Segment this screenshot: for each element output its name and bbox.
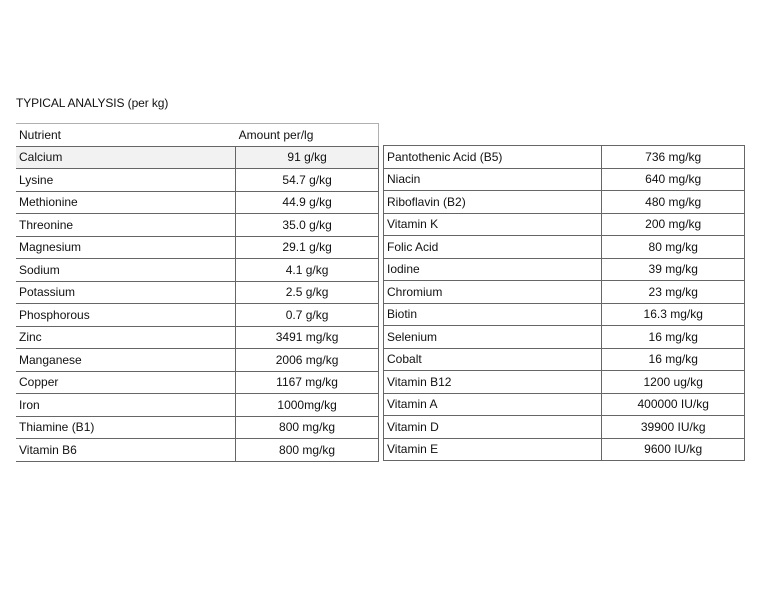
nutrient-amount-cell: 800 mg/kg: [236, 416, 379, 439]
table-row: [384, 168, 745, 191]
nutrient-amount-cell: 91 g/kg: [236, 146, 379, 169]
nutrient-name-cell: Riboflavin (B2): [384, 191, 602, 214]
table-row: [16, 416, 379, 439]
table-row: [384, 191, 745, 214]
nutrient-name-cell: Cobalt: [384, 348, 602, 371]
table-row: [16, 326, 379, 349]
nutrient-amount-cell: 400000 IU/kg: [602, 393, 745, 416]
table-row: [16, 191, 379, 214]
nutrient-amount-cell: 39900 IU/kg: [602, 416, 745, 439]
nutrient-amount-cell: 44.9 g/kg: [236, 191, 379, 214]
nutrient-table-right: [383, 145, 745, 461]
nutrient-name-cell: Threonine: [16, 214, 236, 237]
table-row: [16, 169, 379, 192]
nutrient-amount-cell: 1200 ug/kg: [602, 371, 745, 394]
nutrient-amount-cell: 1167 mg/kg: [236, 371, 379, 394]
nutrient-name-cell: Vitamin D: [384, 416, 602, 439]
table-row: [384, 416, 745, 439]
nutrient-amount-cell: 736 mg/kg: [602, 146, 745, 169]
nutrient-name-cell: Biotin: [384, 303, 602, 326]
table-row: [384, 438, 745, 461]
table-row: [384, 213, 745, 236]
table-row: [384, 326, 745, 349]
right-table-body: [384, 146, 745, 461]
nutrient-name-cell: Sodium: [16, 259, 236, 282]
nutrient-amount-cell: 23 mg/kg: [602, 281, 745, 304]
table-row: [384, 348, 745, 371]
table-row: [16, 439, 379, 462]
nutrient-name-cell: Manganese: [16, 349, 236, 372]
nutrient-name-cell: Vitamin B12: [384, 371, 602, 394]
nutrient-name-cell: Phosphorous: [16, 304, 236, 327]
nutrient-name-cell: Thiamine (B1): [16, 416, 236, 439]
nutrient-amount-cell: 200 mg/kg: [602, 213, 745, 236]
nutrient-amount-cell: 54.7 g/kg: [236, 169, 379, 192]
document-title: TYPICAL ANALYSIS (per kg): [16, 96, 169, 110]
nutrient-name-cell: Vitamin A: [384, 393, 602, 416]
nutrient-name-cell: Zinc: [16, 326, 236, 349]
nutrient-amount-cell: 39 mg/kg: [602, 258, 745, 281]
nutrient-amount-cell: 0.7 g/kg: [236, 304, 379, 327]
nutrient-name-cell: Chromium: [384, 281, 602, 304]
nutrient-name-cell: Iron: [16, 394, 236, 417]
table-row: [384, 146, 745, 169]
table-row: [384, 236, 745, 259]
nutrient-name-cell: Copper: [16, 371, 236, 394]
nutrient-name-cell: Vitamin E: [384, 438, 602, 461]
nutrient-amount-cell: 16 mg/kg: [602, 348, 745, 371]
nutrient-amount-cell: 480 mg/kg: [602, 191, 745, 214]
nutrient-amount-cell: 3491 mg/kg: [236, 326, 379, 349]
nutrient-name-cell: Vitamin B6: [16, 439, 236, 462]
header-nutrient: Nutrient: [16, 124, 236, 147]
table-row: [16, 304, 379, 327]
nutrient-amount-cell: 35.0 g/kg: [236, 214, 379, 237]
table-row: [16, 349, 379, 372]
nutrient-name-cell: Vitamin K: [384, 213, 602, 236]
table-row: [384, 258, 745, 281]
table-row: [16, 281, 379, 304]
nutrient-name-cell: Folic Acid: [384, 236, 602, 259]
nutrient-amount-cell: 16 mg/kg: [602, 326, 745, 349]
nutrient-amount-cell: 800 mg/kg: [236, 439, 379, 462]
nutrient-amount-cell: 2.5 g/kg: [236, 281, 379, 304]
nutrient-table-left: [16, 123, 379, 462]
table-row: [16, 236, 379, 259]
nutrient-name-cell: Pantothenic Acid (B5): [384, 146, 602, 169]
nutrient-amount-cell: 1000mg/kg: [236, 394, 379, 417]
nutrient-name-cell: Niacin: [384, 168, 602, 191]
nutrient-amount-cell: 4.1 g/kg: [236, 259, 379, 282]
nutrient-amount-cell: 80 mg/kg: [602, 236, 745, 259]
table-row: [16, 146, 379, 169]
nutrient-name-cell: Potassium: [16, 281, 236, 304]
nutrient-amount-cell: 9600 IU/kg: [602, 438, 745, 461]
table-row: [384, 371, 745, 394]
table-row: [16, 259, 379, 282]
table-header-row: [16, 124, 379, 147]
nutrient-amount-cell: 2006 mg/kg: [236, 349, 379, 372]
nutrient-name-cell: Iodine: [384, 258, 602, 281]
table-row: [16, 214, 379, 237]
nutrient-amount-cell: 16.3 mg/kg: [602, 303, 745, 326]
table-row: [384, 393, 745, 416]
table-row: [16, 394, 379, 417]
nutrient-name-cell: Calcium: [16, 146, 236, 169]
left-table-body: [16, 146, 379, 461]
nutrient-amount-cell: 640 mg/kg: [602, 168, 745, 191]
nutrient-name-cell: Magnesium: [16, 236, 236, 259]
table-row: [384, 281, 745, 304]
nutrient-name-cell: Selenium: [384, 326, 602, 349]
table-row: [384, 303, 745, 326]
nutrient-name-cell: Lysine: [16, 169, 236, 192]
nutrient-amount-cell: 29.1 g/kg: [236, 236, 379, 259]
nutrient-name-cell: Methionine: [16, 191, 236, 214]
table-row: [16, 371, 379, 394]
header-amount: Amount per/lg: [236, 124, 379, 147]
